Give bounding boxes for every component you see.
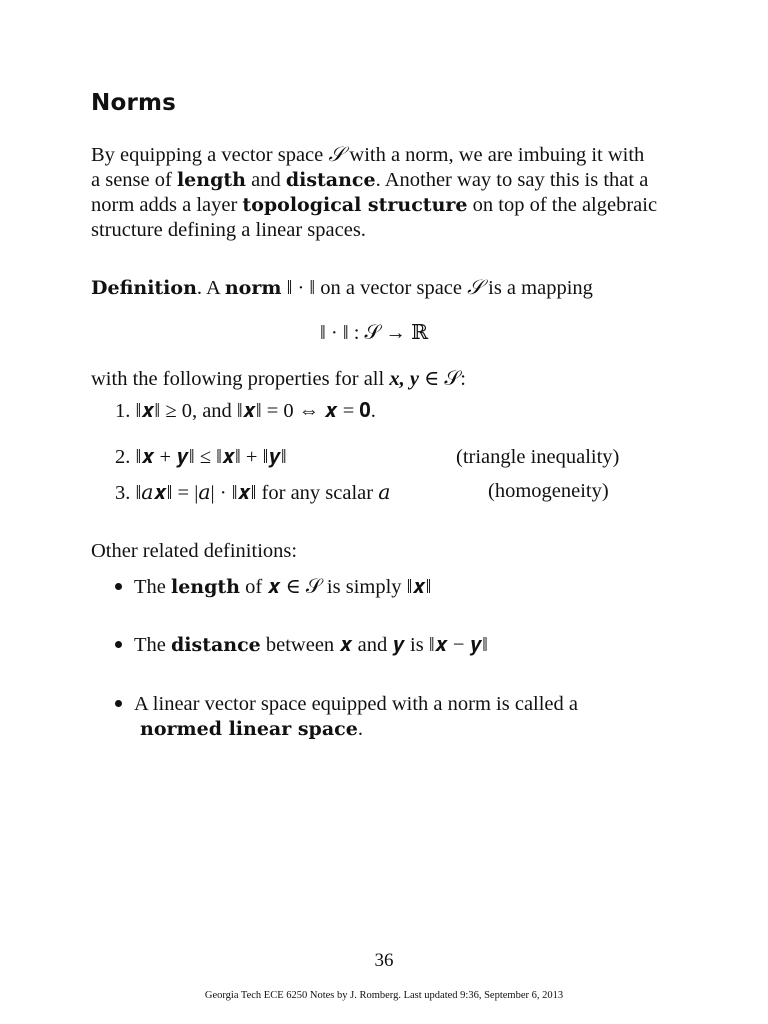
properties-intro-text: ∈ 𝒮:	[418, 368, 466, 390]
section-title: Norms	[91, 90, 177, 116]
property-triangle-inequality: 2. ‖𝒙 + 𝒚‖ ≤ ‖𝒙‖ + ‖𝒚‖	[115, 446, 287, 468]
intro-text: . Another way to say this is that a	[375, 169, 649, 191]
term-distance: distance	[285, 169, 376, 191]
definition-line	[91, 275, 593, 300]
intro-line-2	[91, 168, 691, 193]
list-item-text: A linear vector space equipped with a norm is called a	[134, 693, 579, 715]
list-item-text: The	[134, 634, 171, 656]
definition-label: Definition	[91, 277, 197, 299]
homogeneity-note: (homogeneity)	[488, 480, 609, 502]
space-symbol: 𝒮	[467, 275, 483, 299]
definition-text: is a mapping	[483, 277, 593, 299]
term-distance: distance	[171, 634, 261, 656]
triangle-inequality-note: (triangle inequality)	[456, 446, 620, 468]
page-number: 36	[374, 950, 394, 971]
norm-mapping-equation: ‖ · ‖ : 𝒮 → ℝ	[320, 322, 429, 344]
other-definitions-heading: Other related definitions:	[91, 540, 298, 562]
intro-text: By equipping a vector space	[91, 144, 329, 166]
intro-paragraph	[91, 142, 691, 243]
bullet-icon	[115, 641, 122, 648]
definition-text: . A	[196, 277, 225, 299]
intro-text: a sense of	[91, 169, 177, 191]
list-item-text: between 𝒙 and 𝒚 is ‖𝒙 − 𝒚‖	[260, 634, 488, 656]
property-homogeneity: 3. ‖𝑎𝒙‖ = |𝑎| · ‖𝒙‖ for any scalar 𝑎	[115, 482, 391, 504]
space-symbol: 𝒮	[328, 142, 345, 166]
list-item-normed-space-continued	[140, 718, 363, 741]
intro-line-3	[91, 193, 691, 218]
definition-text: ‖ · ‖ on a vector space	[281, 277, 468, 299]
term-norm: norm	[224, 277, 282, 299]
list-item-text: .	[357, 718, 363, 740]
term-topological-structure: topological structure	[242, 194, 468, 216]
intro-text: and	[245, 169, 286, 191]
intro-text: norm adds a layer	[91, 194, 243, 216]
list-item-text: of 𝒙 ∈ 𝒮 is simply ‖𝒙‖	[240, 576, 432, 598]
vector-variables: x, y	[389, 368, 419, 390]
properties-intro	[91, 366, 466, 391]
list-item-normed-space	[115, 693, 578, 716]
properties-intro-text: with the following properties for all	[91, 368, 390, 390]
term-normed-linear-space: normed linear space	[140, 718, 358, 740]
intro-line-4: structure defining a linear spaces.	[91, 219, 366, 241]
list-item-text: The	[134, 576, 171, 598]
list-item-distance	[115, 634, 488, 657]
property-nonnegativity: 1. ‖𝒙‖ ≥ 0, and ‖𝒙‖ = 0 ⇔ 𝒙 = 𝟎.	[115, 400, 376, 422]
intro-text: with a norm, we are imbuing it with	[344, 144, 645, 166]
term-length: length	[171, 576, 240, 598]
list-item-length	[115, 574, 431, 599]
term-length: length	[176, 169, 246, 191]
bullet-icon	[115, 700, 122, 707]
page-footer: Georgia Tech ECE 6250 Notes by J. Romberg. Last updated 9:36, September 6, 2013	[204, 990, 564, 1001]
intro-line-1	[91, 142, 691, 168]
intro-text: on top of the algebraic	[467, 194, 658, 216]
bullet-icon	[115, 583, 122, 590]
